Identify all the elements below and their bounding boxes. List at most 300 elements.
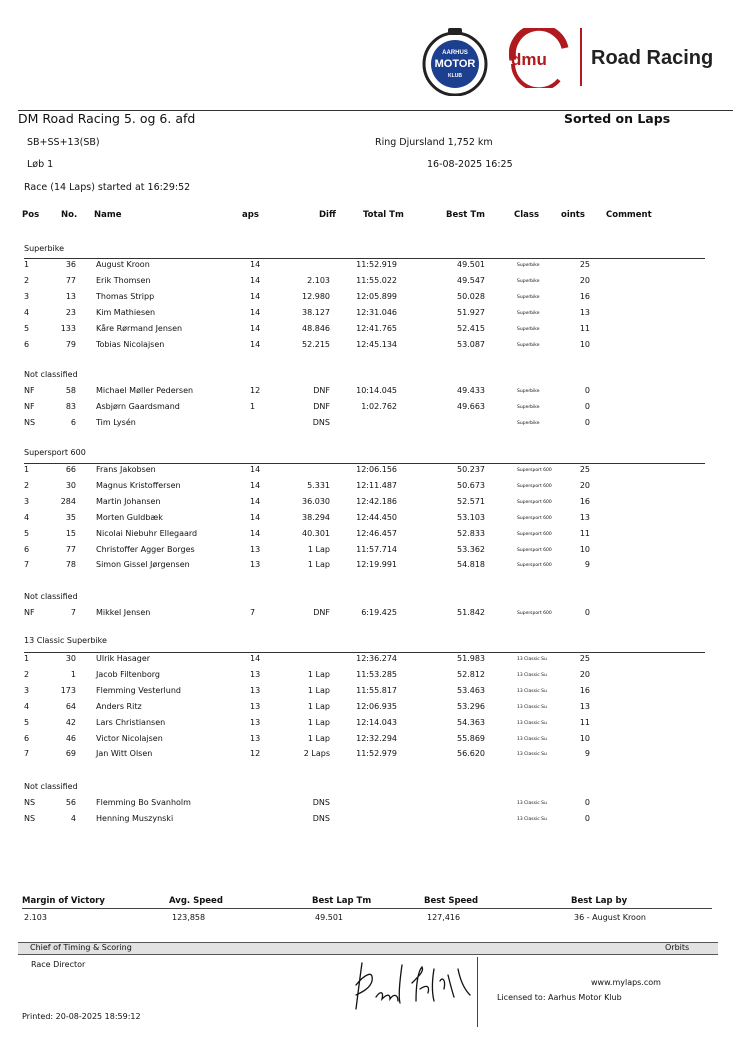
cell-class: Supersport 600 bbox=[517, 483, 552, 489]
group-rule bbox=[24, 463, 705, 464]
cell-total-time: 11:53.285 bbox=[356, 669, 397, 679]
svg-text:dmu: dmu bbox=[511, 50, 547, 69]
race-director-label: Race Director bbox=[31, 960, 86, 969]
cell-total-time: 6:19.425 bbox=[361, 608, 397, 617]
group-title: Supersport 600 bbox=[24, 448, 86, 457]
best-speed-label: Best Speed bbox=[424, 896, 479, 906]
cell-laps: 14 bbox=[250, 528, 261, 538]
cell-laps: 14 bbox=[250, 275, 261, 285]
cell-total-time: 12:06.935 bbox=[356, 701, 397, 711]
cell-points: 9 bbox=[584, 749, 590, 759]
cell-name: Flemming Vesterlund bbox=[96, 685, 181, 695]
cell-class: Supersport 600 bbox=[517, 563, 552, 569]
cell-total-time: 12:14.043 bbox=[356, 717, 397, 727]
cell-pos: 4 bbox=[24, 512, 30, 522]
cell-best-time: 51.927 bbox=[457, 307, 485, 317]
cell-number: 77 bbox=[65, 544, 76, 554]
cell-points: 10 bbox=[579, 544, 590, 554]
cell-total-time: 12:46.457 bbox=[356, 528, 397, 538]
cell-number: 77 bbox=[65, 275, 76, 285]
cell-total-time: 12:32.294 bbox=[356, 733, 397, 743]
cell-best-time: 53.296 bbox=[457, 701, 485, 711]
cell-diff: 48.846 bbox=[302, 323, 330, 333]
cell-laps: 14 bbox=[250, 480, 261, 490]
best-lap-label: Best Lap Tm bbox=[312, 896, 372, 906]
cell-best-time: 53.087 bbox=[457, 339, 485, 349]
cell-name: Kim Mathiesen bbox=[96, 307, 156, 317]
signature bbox=[350, 955, 475, 1015]
cell-points: 25 bbox=[579, 465, 590, 474]
cell-pos: 6 bbox=[24, 544, 30, 554]
cell-points: 20 bbox=[579, 669, 590, 679]
printed-label: Printed: 20-08-2025 18:59:12 bbox=[22, 1012, 141, 1021]
cell-laps: 14 bbox=[250, 323, 261, 333]
cell-best-time: 51.983 bbox=[457, 654, 485, 663]
cell-best-time: 49.663 bbox=[457, 401, 485, 411]
cell-points: 20 bbox=[579, 275, 590, 285]
table-row bbox=[0, 545, 753, 561]
cell-class: Superbike bbox=[517, 404, 540, 410]
cell-number: 284 bbox=[60, 496, 76, 506]
aarhus-motor-klub-logo bbox=[419, 24, 491, 96]
cell-points: 13 bbox=[579, 307, 590, 317]
col-best: Best Tm bbox=[446, 210, 485, 220]
group-title: 13 Classic Superbike bbox=[24, 636, 107, 645]
cell-points: 0 bbox=[584, 813, 590, 823]
not-classified-row bbox=[0, 402, 753, 418]
best-lap-value: 49.501 bbox=[315, 913, 343, 922]
table-row bbox=[0, 260, 753, 276]
cell-diff: DNF bbox=[313, 608, 330, 617]
cell-total-time: 10:14.045 bbox=[356, 386, 397, 395]
cell-class: Superbike bbox=[517, 420, 540, 426]
table-row bbox=[0, 481, 753, 497]
cell-number: 56 bbox=[65, 798, 76, 807]
licensed-label: Licensed to: Aarhus Motor Klub bbox=[497, 993, 622, 1002]
col-laps: aps bbox=[242, 210, 259, 220]
cell-points: 9 bbox=[584, 560, 590, 570]
cell-laps: 13 bbox=[250, 544, 261, 554]
cell-number: 23 bbox=[65, 307, 76, 317]
cell-diff: 1 Lap bbox=[307, 560, 330, 570]
table-row bbox=[0, 292, 753, 308]
not-classified-row bbox=[0, 386, 753, 402]
cell-name: Tim Lysén bbox=[96, 417, 136, 427]
cell-diff: DNS bbox=[312, 417, 330, 427]
cell-pos: NS bbox=[24, 798, 36, 807]
cell-laps: 14 bbox=[250, 512, 261, 522]
cell-class: Superbike bbox=[517, 278, 540, 284]
cell-class: Superbike bbox=[517, 263, 540, 268]
cell-points: 11 bbox=[579, 528, 590, 538]
cell-laps: 13 bbox=[250, 669, 261, 679]
cell-pos: 6 bbox=[24, 733, 30, 743]
cell-best-time: 49.547 bbox=[457, 275, 485, 285]
table-row bbox=[0, 529, 753, 545]
cell-diff: 40.301 bbox=[302, 528, 330, 538]
cell-class: 13 Classic Su bbox=[517, 736, 547, 742]
col-comment: Comment bbox=[606, 210, 652, 220]
cell-name: Frans Jakobsen bbox=[96, 465, 156, 474]
cell-name: Michael Møller Pedersen bbox=[96, 386, 194, 395]
cell-pos: 7 bbox=[24, 560, 30, 570]
orbits-label: Orbits bbox=[665, 943, 690, 952]
cell-name: Magnus Kristoffersen bbox=[96, 480, 181, 490]
cell-name: Morten Guldbæk bbox=[96, 512, 163, 522]
cell-diff: 5.331 bbox=[307, 480, 330, 490]
cell-class: 13 Classic Su bbox=[517, 672, 547, 678]
not-classified-row bbox=[0, 814, 753, 830]
cell-total-time: 12:31.046 bbox=[356, 307, 397, 317]
cell-total-time: 12:36.274 bbox=[356, 654, 397, 663]
avg-speed-label: Avg. Speed bbox=[169, 896, 223, 906]
table-row bbox=[0, 749, 753, 765]
table-row bbox=[0, 340, 753, 356]
cell-best-time: 49.501 bbox=[457, 260, 485, 269]
cell-best-time: 49.433 bbox=[457, 386, 485, 395]
col-no: No. bbox=[61, 210, 78, 220]
cell-total-time: 1:02.762 bbox=[361, 401, 397, 411]
cell-best-time: 52.833 bbox=[457, 528, 485, 538]
cell-pos: NF bbox=[24, 386, 35, 395]
cell-points: 13 bbox=[579, 701, 590, 711]
cell-points: 11 bbox=[579, 323, 590, 333]
cell-pos: NS bbox=[24, 813, 36, 823]
cell-total-time: 12:19.991 bbox=[356, 560, 397, 570]
cell-diff: DNF bbox=[313, 401, 330, 411]
cell-name: Anders Ritz bbox=[96, 701, 142, 711]
table-row bbox=[0, 734, 753, 750]
cell-best-time: 50.028 bbox=[457, 291, 485, 301]
table-row bbox=[0, 513, 753, 529]
cell-laps: 14 bbox=[250, 339, 261, 349]
cell-name: Christoffer Agger Borges bbox=[96, 544, 195, 554]
cell-class: Supersport 600 bbox=[517, 547, 552, 553]
cell-points: 16 bbox=[579, 496, 590, 506]
cell-name: Lars Christiansen bbox=[96, 717, 166, 727]
circuit-label: Ring Djursland 1,752 km bbox=[375, 137, 493, 148]
table-row bbox=[0, 465, 753, 481]
sort-label: Sorted on Laps bbox=[564, 111, 671, 126]
cell-total-time: 11:55.817 bbox=[356, 685, 397, 695]
dmu-road-racing-logo bbox=[509, 28, 739, 88]
best-speed-value: 127,416 bbox=[427, 913, 461, 922]
cell-laps: 14 bbox=[250, 260, 261, 269]
cell-laps: 14 bbox=[250, 291, 261, 301]
cell-diff: 1 Lap bbox=[307, 717, 330, 727]
cell-pos: 3 bbox=[24, 496, 30, 506]
cell-best-time: 53.103 bbox=[457, 512, 485, 522]
page-title: DM Road Racing 5. og 6. afd bbox=[18, 111, 196, 126]
cell-points: 0 bbox=[584, 386, 590, 395]
cell-pos: 1 bbox=[24, 465, 30, 474]
cell-number: 36 bbox=[65, 260, 76, 269]
cell-diff: 38.294 bbox=[302, 512, 330, 522]
cell-laps: 13 bbox=[250, 717, 261, 727]
table-row bbox=[0, 686, 753, 702]
cell-name: Jan Witt Olsen bbox=[96, 749, 153, 759]
cell-total-time: 12:11.487 bbox=[356, 480, 397, 490]
cell-points: 25 bbox=[579, 654, 590, 663]
cell-pos: 5 bbox=[24, 717, 30, 727]
cell-pos: 2 bbox=[24, 669, 30, 679]
cell-best-time: 53.463 bbox=[457, 685, 485, 695]
cell-diff: 52.215 bbox=[302, 339, 330, 349]
cell-number: 69 bbox=[65, 749, 76, 759]
cell-name: Jacob Filtenborg bbox=[96, 669, 160, 679]
cell-number: 15 bbox=[65, 528, 76, 538]
cell-diff: 1 Lap bbox=[307, 685, 330, 695]
cell-points: 0 bbox=[584, 608, 590, 617]
chief-of-timing-bar bbox=[18, 942, 718, 955]
cell-total-time: 11:57.714 bbox=[356, 544, 397, 554]
cell-diff: 36.030 bbox=[302, 496, 330, 506]
date-label: 16-08-2025 16:25 bbox=[427, 159, 513, 170]
table-row bbox=[0, 308, 753, 324]
cell-name: Flemming Bo Svanholm bbox=[96, 798, 191, 807]
cell-class: 13 Classic Su bbox=[517, 720, 547, 726]
cell-points: 11 bbox=[579, 717, 590, 727]
heat-label: Løb 1 bbox=[27, 159, 54, 170]
cell-diff: 1 Lap bbox=[307, 701, 330, 711]
cell-diff: 38.127 bbox=[302, 307, 330, 317]
table-row bbox=[0, 324, 753, 340]
not-classified-title: Not classified bbox=[24, 592, 78, 601]
cell-class: 13 Classic Su bbox=[517, 704, 547, 710]
cell-points: 0 bbox=[584, 417, 590, 427]
cell-number: 46 bbox=[65, 733, 76, 743]
margin-label: Margin of Victory bbox=[22, 896, 105, 906]
summary-rule bbox=[22, 908, 712, 909]
cell-best-time: 50.237 bbox=[457, 465, 485, 474]
cell-name: August Kroon bbox=[96, 260, 150, 269]
cell-best-time: 56.620 bbox=[457, 749, 485, 759]
not-classified-row bbox=[0, 608, 753, 624]
cell-pos: 5 bbox=[24, 528, 30, 538]
cell-points: 25 bbox=[579, 260, 590, 269]
svg-text:KLUB: KLUB bbox=[448, 73, 462, 79]
cell-pos: 1 bbox=[24, 654, 30, 663]
cell-best-time: 50.673 bbox=[457, 480, 485, 490]
cell-pos: 3 bbox=[24, 291, 30, 301]
cell-best-time: 54.818 bbox=[457, 560, 485, 570]
cell-name: Thomas Stripp bbox=[96, 291, 155, 301]
cell-points: 10 bbox=[579, 733, 590, 743]
cell-number: 6 bbox=[70, 417, 76, 427]
cell-diff: DNF bbox=[313, 386, 330, 395]
col-diff: Diff bbox=[319, 210, 336, 220]
cell-name: Mikkel Jensen bbox=[96, 608, 151, 617]
cell-name: Martin Johansen bbox=[96, 496, 161, 506]
cell-name: Henning Muszynski bbox=[96, 813, 174, 823]
cell-number: 1 bbox=[70, 669, 76, 679]
cell-laps: 13 bbox=[250, 685, 261, 695]
cell-number: 78 bbox=[65, 560, 76, 570]
cell-class: Supersport 600 bbox=[517, 611, 552, 616]
cell-name: Tobias Nicolajsen bbox=[96, 339, 165, 349]
col-name: Name bbox=[94, 210, 122, 220]
cell-number: 30 bbox=[65, 480, 76, 490]
cell-best-time: 53.362 bbox=[457, 544, 485, 554]
cell-pos: 6 bbox=[24, 339, 30, 349]
cell-number: 79 bbox=[65, 339, 76, 349]
table-row bbox=[0, 497, 753, 513]
cell-class: Superbike bbox=[517, 310, 540, 316]
cell-number: 4 bbox=[70, 813, 76, 823]
cell-number: 13 bbox=[65, 291, 76, 301]
cell-laps: 14 bbox=[250, 496, 261, 506]
footer-divider bbox=[477, 957, 478, 1027]
cell-laps: 12 bbox=[250, 749, 261, 759]
cell-total-time: 12:45.134 bbox=[356, 339, 397, 349]
cell-name: Kåre Rørmand Jensen bbox=[96, 323, 183, 333]
cell-pos: 4 bbox=[24, 701, 30, 711]
svg-text:MOTOR: MOTOR bbox=[434, 58, 476, 70]
cell-class: Superbike bbox=[517, 294, 540, 300]
cell-name: Ulrik Hasager bbox=[96, 654, 151, 663]
cell-number: 42 bbox=[65, 717, 76, 727]
cell-diff: 2.103 bbox=[307, 275, 330, 285]
best-lap-by-label: Best Lap by bbox=[571, 896, 628, 906]
cell-points: 0 bbox=[584, 401, 590, 411]
cell-number: 35 bbox=[65, 512, 76, 522]
cell-points: 13 bbox=[579, 512, 590, 522]
table-row bbox=[0, 654, 753, 670]
cell-pos: 5 bbox=[24, 323, 30, 333]
cell-total-time: 12:06.156 bbox=[356, 465, 397, 474]
chief-label: Chief of Timing & Scoring bbox=[30, 943, 132, 952]
table-row bbox=[0, 276, 753, 292]
cell-laps: 1 bbox=[250, 401, 256, 411]
cell-diff: 1 Lap bbox=[307, 733, 330, 743]
cell-class: Supersport 600 bbox=[517, 515, 552, 521]
cell-pos: 2 bbox=[24, 480, 30, 490]
cell-pos: 7 bbox=[24, 749, 30, 759]
cell-class: Superbike bbox=[517, 326, 540, 332]
cell-total-time: 11:55.022 bbox=[356, 275, 397, 285]
table-row bbox=[0, 560, 753, 576]
cell-class: Superbike bbox=[517, 389, 540, 394]
table-row bbox=[0, 718, 753, 734]
cell-points: 16 bbox=[579, 291, 590, 301]
cell-laps: 13 bbox=[250, 701, 261, 711]
svg-text:AARHUS: AARHUS bbox=[442, 50, 468, 56]
cell-class: 13 Classic Su bbox=[517, 688, 547, 694]
cell-name: Victor Nicolajsen bbox=[96, 733, 163, 743]
table-row bbox=[0, 702, 753, 718]
col-total: Total Tm bbox=[363, 210, 404, 220]
cell-class: Supersport 600 bbox=[517, 468, 552, 473]
cell-name: Erik Thomsen bbox=[96, 275, 151, 285]
cell-best-time: 52.812 bbox=[457, 669, 485, 679]
cell-diff: DNS bbox=[312, 813, 330, 823]
cell-diff: 2 Laps bbox=[303, 749, 330, 759]
cell-pos: NF bbox=[24, 401, 35, 411]
cell-class: 13 Classic Su bbox=[517, 657, 547, 662]
cell-total-time: 11:52.979 bbox=[356, 749, 397, 759]
cell-number: 83 bbox=[65, 401, 76, 411]
margin-value: 2.103 bbox=[24, 913, 47, 922]
cell-pos: 3 bbox=[24, 685, 30, 695]
cell-number: 133 bbox=[60, 323, 76, 333]
cell-total-time: 12:42.186 bbox=[356, 496, 397, 506]
group-title: Superbike bbox=[24, 244, 65, 253]
cell-laps: 12 bbox=[250, 386, 261, 395]
cell-diff: DNS bbox=[312, 798, 330, 807]
col-class: Class bbox=[514, 210, 540, 220]
cell-number: 173 bbox=[60, 685, 76, 695]
cell-best-time: 54.363 bbox=[457, 717, 485, 727]
cell-points: 20 bbox=[579, 480, 590, 490]
website-label: www.mylaps.com bbox=[591, 978, 661, 987]
cell-pos: NF bbox=[24, 608, 35, 617]
cell-total-time: 12:44.450 bbox=[356, 512, 397, 522]
cell-class: Supersport 600 bbox=[517, 499, 552, 505]
cell-pos: NS bbox=[24, 417, 36, 427]
cell-best-time: 51.842 bbox=[457, 608, 485, 617]
cell-total-time: 12:41.765 bbox=[356, 323, 397, 333]
not-classified-title: Not classified bbox=[24, 370, 78, 379]
cell-laps: 13 bbox=[250, 733, 261, 743]
table-row bbox=[0, 670, 753, 686]
cell-best-time: 55.869 bbox=[457, 733, 485, 743]
cell-points: 0 bbox=[584, 798, 590, 807]
cell-laps: 14 bbox=[250, 307, 261, 317]
cell-class: 13 Classic Su bbox=[517, 816, 547, 822]
cell-number: 7 bbox=[70, 608, 76, 617]
not-classified-row bbox=[0, 418, 753, 434]
cell-class: Superbike bbox=[517, 342, 540, 348]
cell-diff: 1 Lap bbox=[307, 669, 330, 679]
not-classified-row bbox=[0, 798, 753, 814]
col-points: oints bbox=[561, 210, 585, 220]
cell-class: 13 Classic Su bbox=[517, 801, 547, 806]
group-rule bbox=[24, 652, 705, 653]
cell-best-time: 52.415 bbox=[457, 323, 485, 333]
avg-speed-value: 123,858 bbox=[172, 913, 206, 922]
cell-number: 58 bbox=[65, 386, 76, 395]
best-lap-by-value: 36 - August Kroon bbox=[574, 913, 646, 922]
cell-pos: 2 bbox=[24, 275, 30, 285]
cell-laps: 13 bbox=[250, 560, 261, 570]
svg-text:Road Racing: Road Racing bbox=[591, 47, 714, 69]
not-classified-title: Not classified bbox=[24, 782, 78, 791]
cell-total-time: 11:52.919 bbox=[356, 260, 397, 269]
race-start-label: Race (14 Laps) started at 16:29:52 bbox=[24, 182, 191, 193]
cell-best-time: 52.571 bbox=[457, 496, 485, 506]
cell-class: Supersport 600 bbox=[517, 531, 552, 537]
cell-pos: 4 bbox=[24, 307, 30, 317]
cell-number: 66 bbox=[65, 465, 76, 474]
cell-pos: 1 bbox=[24, 260, 30, 269]
cell-laps: 14 bbox=[250, 654, 261, 663]
classes-label: SB+SS+13(SB) bbox=[27, 137, 100, 148]
cell-points: 10 bbox=[579, 339, 590, 349]
cell-points: 16 bbox=[579, 685, 590, 695]
cell-name: Asbjørn Gaardsmand bbox=[96, 401, 180, 411]
cell-total-time: 12:05.899 bbox=[356, 291, 397, 301]
cell-laps: 14 bbox=[250, 465, 261, 474]
cell-diff: 12.980 bbox=[302, 291, 330, 301]
cell-number: 64 bbox=[65, 701, 76, 711]
group-rule bbox=[24, 258, 705, 259]
cell-name: Nicolai Niebuhr Ellegaard bbox=[96, 528, 198, 538]
cell-diff: 1 Lap bbox=[307, 544, 330, 554]
cell-class: 13 Classic Su bbox=[517, 752, 547, 758]
cell-laps: 7 bbox=[250, 608, 256, 617]
col-pos: Pos bbox=[22, 210, 40, 220]
cell-number: 30 bbox=[65, 654, 76, 663]
